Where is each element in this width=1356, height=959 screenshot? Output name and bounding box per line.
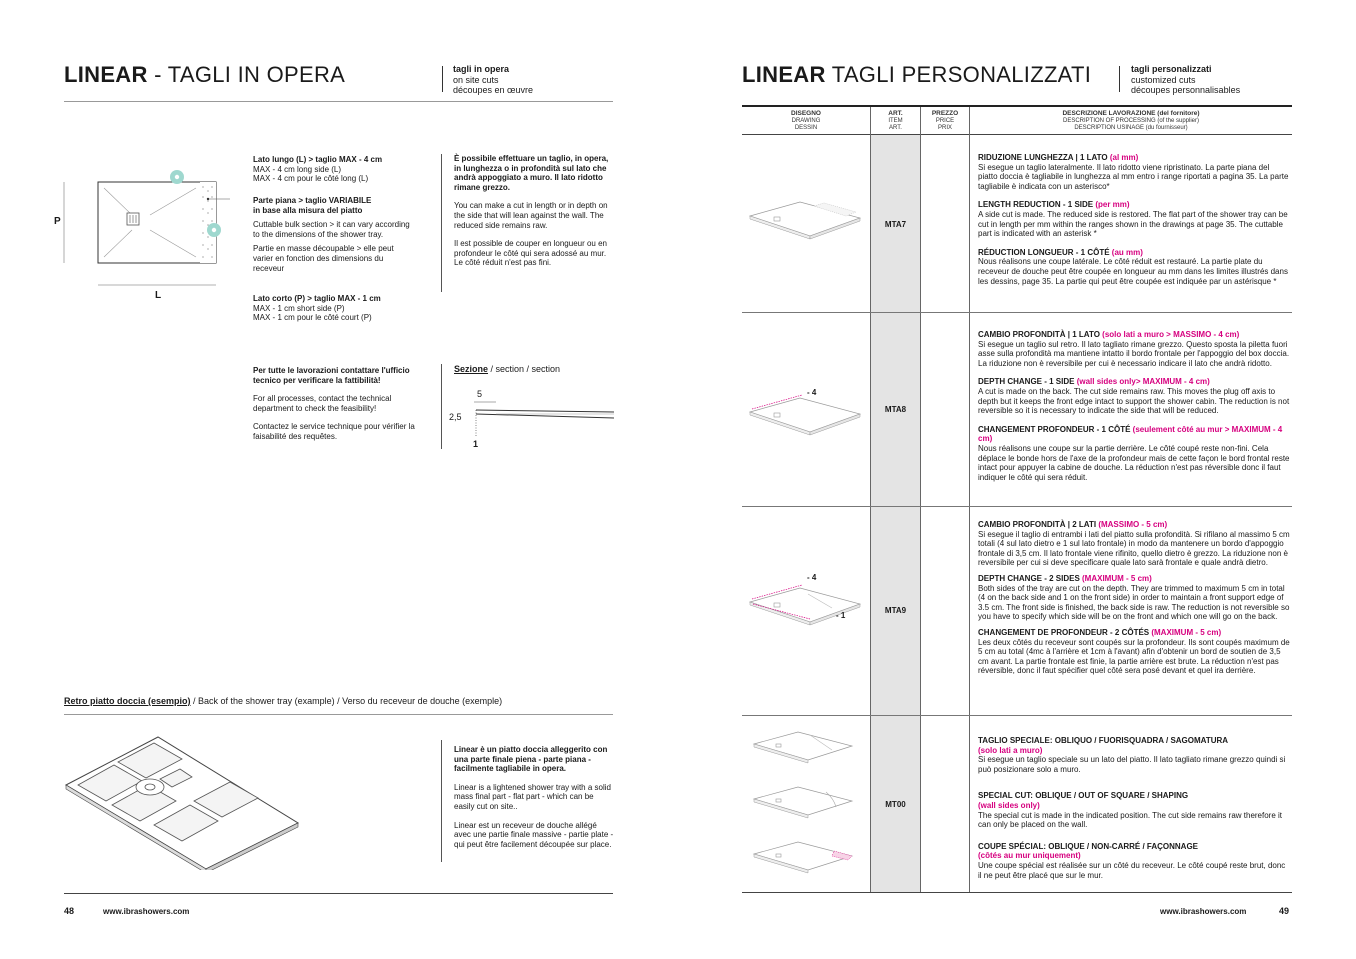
linear-description: Linear è un piatto doccia alleggerito con una parte finale piena - parte piana - facilmente tagliabile in opera. Linear is a lightened shower tray with a solid mass final part - flat part - which can be easily cut on site.. Linear est un receveur de douche allégé avec une partie finale massive - partie plate - qui peut être facilement découpée sur place. (454, 745, 614, 849)
section-dim-5: 5 (477, 389, 483, 399)
desc-mta8: CAMBIO PROFONDITÀ | 1 LATO (solo lati a muro > MASSIMO - 4 cm) Si esegue un taglio sul retro. Il lato tagliato rimane grezzo. Questo sposta la piletta fuori asse sulla profondità ma mantiene intatto il bordo frontale per l'appoggio del box doccia. La riduzione non è reversibile per cui è necessario indicare il lato che andrà ridotto. DEPTH CHANGE - 1 SIDE (wall sides only> MAXIMUM - 4 cm) A cut is made on the back. The cut side remains raw. This moves the plug off axis to depth but it keeps the front edge intact to support the shower cabin. The reduction is not reversible so it is necessary to indicate the side that will be reduced. CHANGEMENT PROFONDEUR - 1 CÔTÉ (seulement côté au mur > MAXIMUM - 4 cm) Nous réalisons une coupe sur la partie derrière. Le côté coupé reste non-fini. Cela déplace le bonde hors de l'axe de la profondeur mais de cette façon le bord frontal reste intact pour appuyer la cabine de douche. La réduction n'est pas réversible donc il faut indiquer le côté qui sera réduit. (978, 330, 1290, 482)
desc-mta7: RIDUZIONE LUNGHEZZA | 1 LATO (al mm) Si esegue un taglio lateralmente. Il lato ridotto viene ripristinato. La parte piana del piatto doccia è tagliabile in lunghezza al mm entro i range riportati a pagina 35. La parte tagliabile è indicata con un asterisco* LENGTH REDUCTION - 1 SIDE (per mm) A side cut is made. The reduced side is restored. The flat part of the shower tray can be cut in length per mm within the ranges shown in the drawings at page 35. The cuttable part is indicated with an asterisk * RÉDUCTION LONGUEUR - 1 CÔTÉ (au mm) Nous réalisons une coupe latérale. Le côté réduit est restauré. La partie plate du receveur de douche peut être coupée en longueur au mm dans les limites illustrés dans les dessins, page 35. La partie qui peut être coupée est indiquée par un astérisque * (978, 153, 1289, 286)
short-side-text: Lato corto (P) > taglio MAX - 1 cm MAX - 1 cm short side (P) MAX - 1 cm pour le côté court (P) (253, 294, 381, 323)
mark-mta9-back: - 4 (807, 573, 817, 582)
header-description: DESCRIZIONE LAVORAZIONE (del fornitore) DESCRIPTION OF PROCESSING (of the supplier) DESCRIPTION USINAGE (du fournisseur) (1062, 110, 1200, 131)
code-mta8: MTA8 (884, 405, 907, 414)
header-art: ART. ITEM ART. (888, 110, 903, 131)
mark-mta8-back: - 4 (807, 388, 817, 397)
drawing-mta8 (748, 392, 868, 442)
flat-part-text: Parte piana > taglio VARIABILE in base alla misura del piatto Cuttable bulk section > it can vary according to the dimensions of the shower tray. Partie en masse découpable > elle peut varier en fonction des dimensions du receveur (253, 196, 410, 273)
desc-mta9: CAMBIO PROFONDITÀ | 2 LATI (MASSIMO - 5 cm) Si esegue il taglio di entrambi i lati del piatto sulla profondità. Si rifilano al massimo 5 cm totali (4 sul lato dietro e 1 sul lato frontale) in modo da mantenere un bordo d'appoggio frontale di 3,5 cm. Il lato frontale viene rifinito, quello dietro è grezzo. La riduzione non è reversibile per cui si deve specificare quale lato sarà frontale e quale andrà dietro. DEPTH CHANGE - 2 SIDES (MAXIMUM - 5 cm) Both sides of the tray are cut on the depth. They are trimmed to maximum 5 cm in total (4 on the back side and 1 on the front side) in order to maintain a front support edge of 3.5 cm. The front side is finished, the back side is raw. The reduction is not reversible so you have to specify which side will be on the front and which one will go on the back. CHANGEMENT DE PROFONDEUR - 2 CÔTÉS (MAXIMUM - 5 cm) Les deux côtés du receveur sont coupés sur la profondeur. Ils sont coupés maximum de 5 cm au total (4mc à l'arrière et 1cm à l'avant) afin d'obtenir un bord de soutien de 3,5 cm avant. La partie frontale est finie, la partie arrière est brute. La réduction n'est pas réversible, donc il faut spécifier quel côté sera posé devant et quel ira derrière. (978, 520, 1290, 676)
right-subtitle: tagli personalizzati customized cuts découpes personnalisables (1131, 64, 1241, 95)
code-mta7: MTA7 (884, 220, 907, 229)
long-side-text: Lato lungo (L) > taglio MAX - 4 cm MAX - 4 cm long side (L) MAX - 4 cm pour le côté long (L) (253, 155, 383, 184)
website-left: www.ibrashowers.com (103, 907, 190, 916)
left-page-title: LINEAR - TAGLI IN OPERA (64, 62, 346, 87)
code-mt00: MT00 (885, 800, 906, 809)
section-diagram (466, 398, 616, 438)
page-number-left: 48 (64, 906, 75, 916)
drawing-mta9 (748, 582, 868, 632)
section-heading: Sezione / section / section (454, 364, 561, 374)
tray-top-diagram (50, 165, 230, 305)
drawing-mt00 (748, 726, 868, 886)
website-right: www.ibrashowers.com (1160, 907, 1247, 916)
header-drawing: DISEGNO DRAWING DESSIN (791, 110, 821, 131)
diagram-label-l: L (155, 290, 162, 301)
tray-back-diagram (62, 735, 302, 870)
mark-mta9-front: - 1 (836, 611, 846, 620)
section-dim-25: 2,5 (449, 412, 462, 422)
contact-text: Per tutte le lavorazioni contattare l'ufficio tecnico per verificare la fattibilità! For all processes, contact the technical department to check the feasibility! Contactez le service technique pour vérifier la faisabilité des requêtes. (253, 366, 415, 441)
header-price: PREZZO PRICE PRIX (931, 110, 959, 131)
back-heading: Retro piatto doccia (esempio) / Back of the shower tray (example) / Verso du receveur de douche (exemple) (64, 696, 503, 706)
desc-mt00: TAGLIO SPECIALE: OBLIQUO / FUORISQUADRA / SAGOMATURA (solo lati a muro) Si esegue un taglio speciale su un lato del piatto. Il lato tagliato rimane grezzo quindi si può posizionare solo a muro. SPECIAL CUT: OBLIQUE / OUT OF SQUARE / SHAPING (wall sides only) The special cut is made in the indicated position. The cut side remains raw therefore it can only be placed on the wall. COUPE SPÉCIAL: OBLIQUE / NON-CARRÉ / FAÇONNAGE (côtés au mur uniquement) Une coupe spécial est réalisée sur un côté du receveur. Le côté coupé reste brut, donc il ne peut être placé que sur le mur. (978, 736, 1286, 880)
right-page-title: LINEAR TAGLI PERSONALIZZATI (742, 62, 1092, 87)
possible-cut-text: È possibile effettuare un taglio, in opera, in lunghezza o in profondità sul lato che andrà appoggiato a muro. Il lato ridotto rimane grezzo. You can make a cut in length or in depth on the side that will lean against the wall. The reduced side remains raw. Il est possible de couper en longueur ou en profondeur le côté qui sera adossé au mur. Le côté réduit n'est pas fini. (454, 154, 609, 268)
section-dim-1: 1 (473, 439, 479, 449)
diagram-label-p: P (54, 216, 61, 227)
left-subtitle: tagli in opera on site cuts découpes en œuvre (453, 64, 534, 95)
code-mta9: MTA9 (884, 606, 907, 615)
page-number-right: 49 (1279, 906, 1290, 916)
drawing-mta7 (748, 196, 868, 246)
